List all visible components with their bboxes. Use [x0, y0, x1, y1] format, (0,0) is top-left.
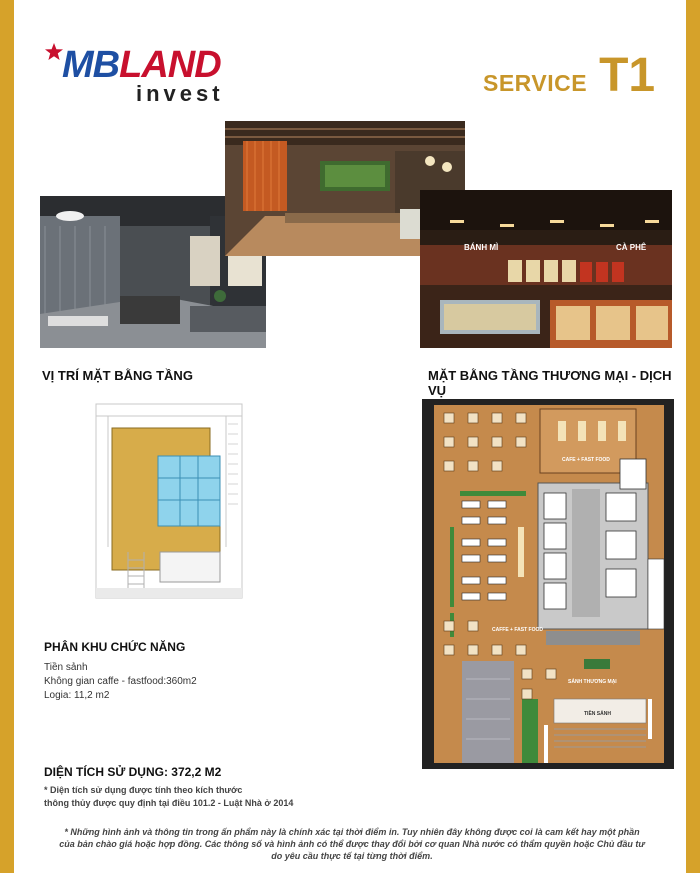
logo-subtitle: invest — [136, 81, 224, 106]
usable-area: DIỆN TÍCH SỬ DỤNG: 372,2 M2 — [44, 765, 222, 779]
key-plan — [88, 402, 250, 602]
disclaimer-line-2: của bản chào giá hoặc hợp đồng. Các thông số và hình ảnh có thể được thay đổi bởi cơ quan Nhà nước có thẩm quyền hoặc Chủ đầu tư — [59, 839, 645, 849]
usable-area-note-2: thông thủy được quy định tại điều 101.2 - Luật Nhà ở 2014 — [44, 798, 294, 808]
star-icon — [44, 42, 64, 62]
disclaimer-line-3: do yêu cầu thực tế tại từng thời điểm. — [271, 851, 433, 861]
zone-item-cafe-fastfood: Không gian caffe - fastfood:360m2 — [44, 676, 197, 687]
disclaimer-line-1: * Những hình ảnh và thông tin trong ấn phẩm này là chính xác tại thời điểm in. Tuy nhiên đây không được coi là cam kết hay một phần — [64, 827, 640, 837]
section-title-commercial-floor: MẶT BẰNG TẦNG THƯƠNG MẠI - DỊCH VỤ — [428, 368, 672, 398]
service-heading — [483, 48, 656, 102]
photo-banh-mi-counter — [420, 190, 672, 348]
section-title-floor-location: VỊ TRÍ MẶT BẰNG TẦNG — [42, 368, 193, 383]
right-gold-border — [686, 0, 700, 873]
plan-label-lobby-commercial: SẢNH THƯƠNG MẠI — [568, 679, 617, 685]
plan-label-cafe-top: CAFE + FAST FOOD — [562, 457, 610, 463]
mbland-logo — [40, 40, 250, 110]
zones-title: PHÂN KHU CHỨC NĂNG — [44, 640, 186, 654]
usable-area-note-1: * Diện tích sử dụng được tính theo kích thước — [44, 785, 243, 795]
plan-label-cafe-mid: CAFFE + FAST FOOD — [492, 627, 543, 633]
logo-wordmark: MBLAND — [62, 44, 221, 86]
disclaimer — [42, 826, 662, 862]
commercial-floor-plan — [422, 399, 674, 769]
brochure-page — [14, 0, 686, 873]
sign-ca-phe: CÀ PHÊ — [616, 243, 647, 252]
plan-label-lobby-front: TIỀN SẢNH — [584, 711, 611, 717]
left-gold-border — [0, 0, 14, 873]
sign-banh-mi: BÁNH MÌ — [464, 243, 499, 252]
zone-item-lobby: Tiền sảnh — [44, 662, 88, 673]
zone-item-logia: Logia: 11,2 m2 — [44, 690, 110, 701]
service-label: SERVICE — [483, 70, 588, 96]
service-code: T1 — [599, 49, 656, 102]
